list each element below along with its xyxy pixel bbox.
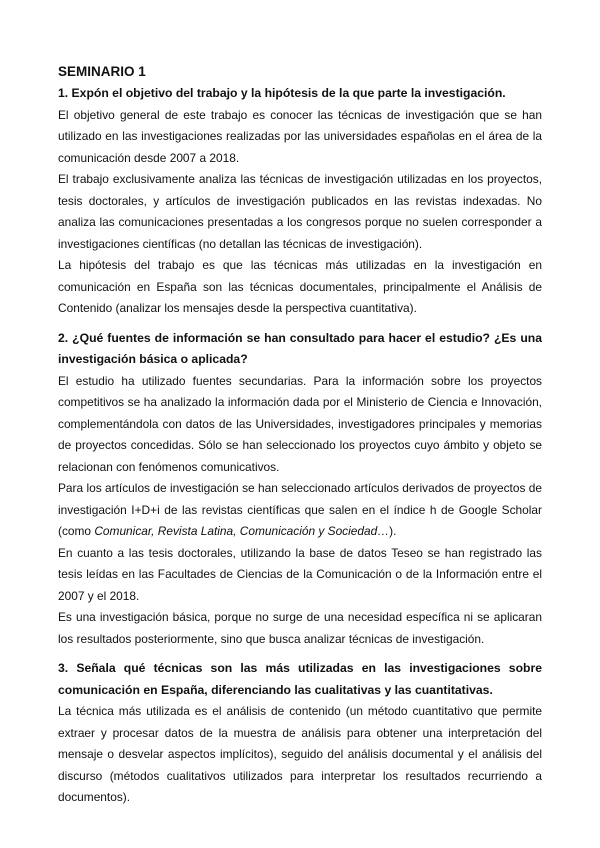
question-2-paragraph-3: En cuanto a las tesis doctorales, utilizando la base de datos Teseo se han registrado las tesis leídas en las Facultades de Ciencias de la Comunicación o de la Información entre el 2007 y el 2018. <box>58 545 542 603</box>
question-3-heading: 3. Señala qué técnicas son las más utilizadas en las investigaciones sobre comunicación en España, diferenciando las cualitativas y las cuantitativas. <box>58 661 542 697</box>
question-3-paragraph-1: La técnica más utilizada es el análisis de contenido (un método cuantitativo que permite extraer y procesar datos de la muestra de análisis para obtener una interpretación del mensaje o desvelar aspectos implícitos), seguido del análisis documental y el análisis del discurso (métodos cualitativos utilizados para interpretar los resultados recurriendo a documentos). <box>58 704 542 804</box>
document-body <box>58 62 542 809</box>
question-1-paragraph-1: El objetivo general de este trabajo es conocer las técnicas de investigación que se han utilizado en las investigaciones realizadas por las universidades españolas en el área de la comunicación desde 2007 a 2018. <box>58 107 542 165</box>
journal-examples: Comunicar, Revista Latina, Comunicación y Sociedad… <box>94 524 390 538</box>
question-1-paragraph-3: La hipótesis del trabajo es que las técnicas más utilizadas en la investigación en comunicación en España son las técnicas documentales, principalmente el Análisis de Contenido (analizar los mensajes desde la perspectiva cuantitativa). <box>58 258 542 315</box>
question-2-paragraph-4: Es una investigación básica, porque no surge de una necesidad específica ni se aplicaran los resultados posteriormente, sino que busca analizar técnicas de investigación. <box>58 610 542 646</box>
question-1-heading: 1. Expón el objetivo del trabajo y la hipótesis de la que parte la investigación. <box>58 86 506 100</box>
question-2-paragraph-1: El estudio ha utilizado fuentes secundarias. Para la información sobre los proyectos competitivos se ha analizado la información dada por el Ministerio de Ciencia e Innovación, complementándola con datos de las Universidades, investigadores principales y memorias de proyectos concedidas. Sólo se han seleccionado los proyectos cuyo ámbito y objeto se relacionan con fenómenos comunicativos. <box>58 373 542 474</box>
question-2-paragraph-2 <box>58 478 542 543</box>
question-2-paragraph-2-end: ). <box>389 524 397 538</box>
question-2-heading: 2. ¿Qué fuentes de información se han consultado para hacer el estudio? ¿Es una investigación básica o aplicada? <box>58 330 542 366</box>
question-1-paragraph-2: El trabajo exclusivamente analiza las técnicas de investigación utilizadas en los proyectos, tesis doctorales, y artículos de investigación publicados en las revistas indexadas. No analiza las comunicaciones presentadas a los congresos porque no suelen corresponder a investigaciones científicas (no detallan las técnicas de investigación). <box>58 172 542 251</box>
question-2-paragraph-2-text: Para los artículos de investigación se han seleccionado artículos derivados de proyectos de investigación I+D+i de las revistas científicas que salen en el índice h de Google Scholar (como <box>58 481 542 538</box>
document-title: SEMINARIO 1 <box>58 64 146 79</box>
